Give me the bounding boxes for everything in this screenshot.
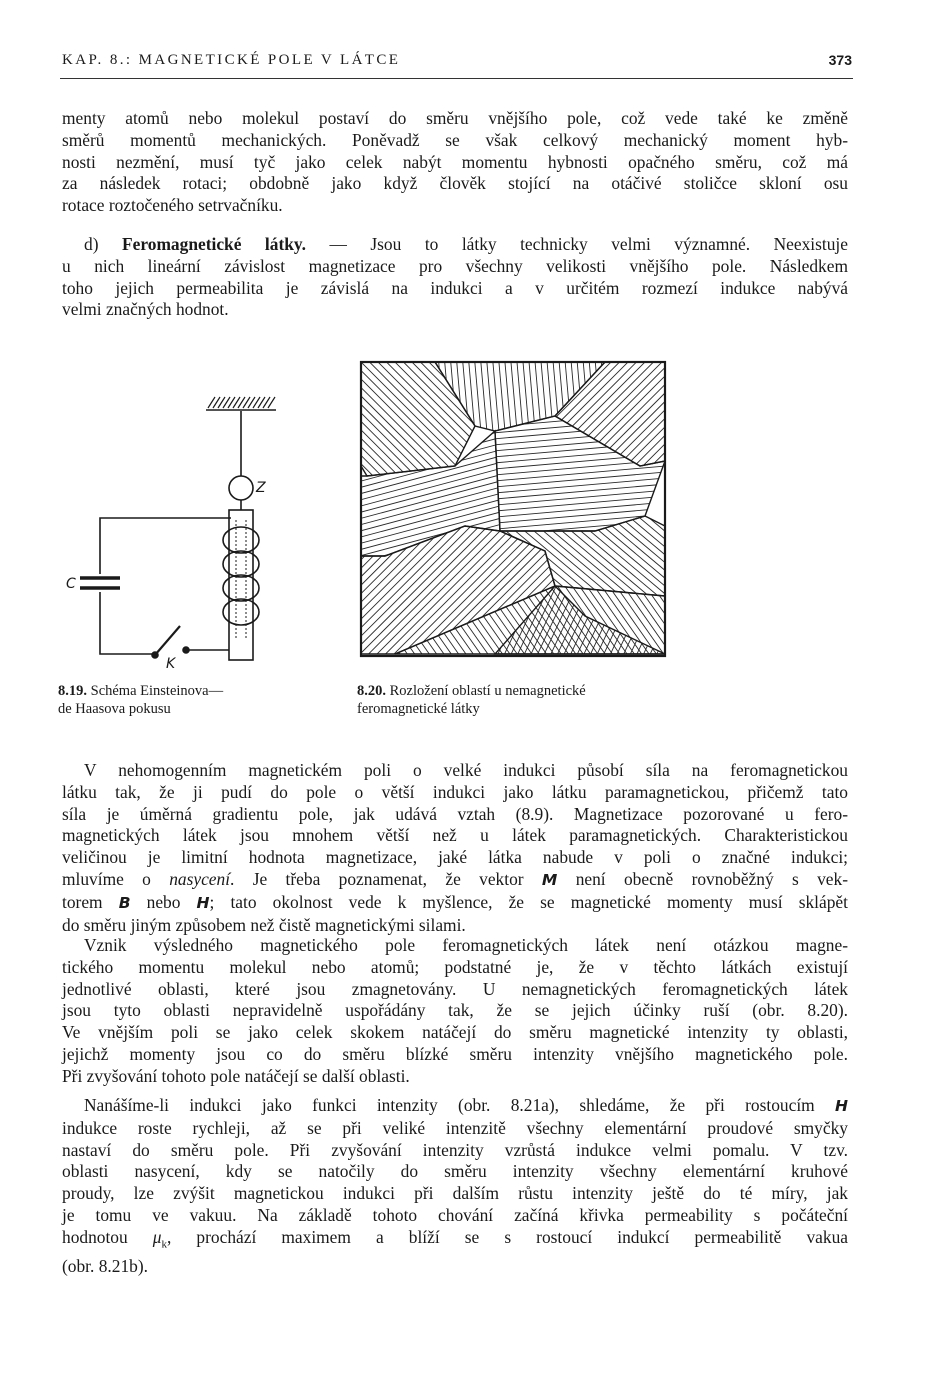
caption-8-19 [58, 682, 223, 718]
text-run: nebo [130, 891, 197, 912]
page-header [62, 52, 852, 78]
text-line: u nich lineární závislost magnetizace pro všechny velikosti vnějšího pole. Následkem [62, 255, 848, 276]
text-line: menty atomů nebo molekul postaví do směru vnějšího pole, což vede také ke změně [62, 108, 848, 128]
text-run: . Je třeba poznamenat, že vektor [230, 868, 542, 889]
text-line: indukce roste rychleji, až se při veliké intenzitě všechny elementární proudové smyčky [62, 1117, 848, 1138]
label-k: K [166, 656, 176, 672]
text-line: oblasti nasycení, kdy se natočily do směru intenzity všechny elementární kruhové [62, 1161, 848, 1182]
symbol-subscript: k [161, 1238, 168, 1251]
text-line: nosti nezmění, musí tyč jako celek nabýt momentu hybnosti opačného směru, což má [62, 151, 848, 172]
vector-b: B [118, 893, 131, 912]
term-nasyceni: nasycení [169, 868, 231, 889]
text-line [62, 869, 848, 892]
mirror-circle [229, 476, 253, 500]
text-line: velmi značných hodnot. [62, 299, 229, 320]
text-line: jsou tyto oblasti nepravidelně uspořádány tak, že se jejich účinky ruší (obr. 8.20). [62, 1000, 848, 1021]
text-run: hodnotou [62, 1226, 153, 1247]
iron-rod [229, 510, 253, 660]
caption-8-20 [357, 682, 586, 718]
vector-m: M [541, 870, 558, 889]
wire-top [100, 518, 231, 574]
text-line [62, 1095, 848, 1118]
text-line: síla je úměrná gradientu pole, jak udává vztah (8.9). Magnetizace pozorované u fero- [62, 803, 848, 824]
ceiling-hatch [208, 397, 275, 408]
text-line: rotace roztočeného setrvačníku. [62, 195, 283, 216]
vector-h: H [196, 893, 210, 912]
text-line [62, 892, 848, 915]
figure-einstein-de-haas [58, 380, 318, 680]
text-run: mluvíme o [62, 868, 170, 889]
caption-text: de Haasova pokusu [58, 701, 171, 717]
text-line: do směru jiným způsobem než čistě magnetickými silami. [62, 914, 466, 935]
caption-text: Schéma Einsteinova— [90, 683, 224, 699]
paragraph-ferromagnetic [62, 234, 848, 321]
text-line: Při zvyšování tohoto pole natáčejí se další oblasti. [62, 1065, 410, 1086]
paragraph-4 [62, 935, 848, 1088]
text-line: látku tak, že ji pudí do pole o větší indukci jako látku paramagnetickou, přičemž tato [62, 781, 848, 802]
text-line [62, 1227, 848, 1256]
symbol-mu: μ [152, 1226, 162, 1247]
text-line: (obr. 8.21b). [62, 1256, 148, 1277]
text-line: je tomu ve vakuu. Na základě tohoto chování začíná křivka permeability s počáteční [62, 1204, 848, 1225]
text-line [62, 234, 848, 256]
section-label: d) [84, 234, 99, 254]
text-run: , prochází maximem a blíží se s rostoucí indukcí permeabilitě vakua [167, 1226, 849, 1247]
text-line: za následek rotaci; obdobně jako když člověk stojící na otáčivé stoličce skloní osu [62, 173, 848, 194]
figure-number: 8.19. [58, 683, 87, 699]
text-line: jednotlivé oblasti, které jsou zmagnetovány. U nemagnetických feromagnetických látek [62, 978, 848, 999]
text-line: tického momentu molekul nebo atomů; podstatné je, že v těchto látkách existují [62, 956, 848, 977]
vector-h: H [835, 1097, 848, 1115]
paragraph-3 [62, 760, 848, 936]
text-line: proudy, lze zvýšit magnetickou indukci při dalším růstu intenzity ještě do té míry, jak [62, 1183, 848, 1204]
text-run: — Jsou to látky technicky velmi významné. Neexistuje [306, 234, 848, 254]
text-line: Ve vnějším poli se jako celek skokem natáčejí do směru magnetické intenzity ty oblasti, [62, 1022, 848, 1043]
text-line: veličinou je limitní hodnota magnetizace, jaké látka nabude v poli o značné indukci; [62, 847, 848, 868]
header-rule [60, 78, 853, 79]
paragraph-1 [62, 108, 848, 217]
text-line: nastaví do směru pole. Při zvyšování intenzity vzrůstá indukce velmi pomalu. V tzv. [62, 1139, 848, 1160]
text-line: Vznik výsledného magnetického pole feromagnetických látek není otázkou magne- [84, 935, 848, 955]
switch-lever [155, 626, 180, 655]
figure-domain-structure [355, 356, 671, 662]
text-line: jejichž momenty jsou co do směru blízké směru intenzity vnějšího magnetického pole. [62, 1043, 848, 1064]
section-heading: Feromagnetické látky. [122, 234, 307, 254]
text-line: V nehomogenním magnetickém poli o velké indukci působí síla na feromagnetickou [84, 760, 848, 780]
wire-bottom [100, 592, 153, 654]
page-number: 373 [828, 52, 852, 68]
paragraph-5 [62, 1095, 848, 1278]
text-run: ; tato okolnost vede k myšlence, že se magnetické momenty musí sklápět [209, 891, 848, 912]
label-z: Z [256, 480, 266, 496]
magnetic-domain [355, 356, 671, 662]
text-line: směrů momentů mechanických. Poněvadž se však celkový mechanický moment hyb- [62, 129, 848, 150]
caption-text: Rozložení oblastí u nemagnetické [389, 683, 586, 699]
text-line: magnetických látek jsou mnohem větší než u látek paramagnetických. Charakteristickou [62, 825, 848, 846]
caption-text: feromagnetické látky [357, 701, 480, 717]
running-head: KAP. 8.: MAGNETICKÉ POLE V LÁTCE [62, 52, 401, 68]
label-c: C [66, 576, 76, 592]
text-run: není obecně rovnoběžný s vek- [557, 868, 849, 889]
switch-contact [183, 647, 189, 653]
text-run: torem [62, 891, 119, 912]
text-line: toho jejich permeabilita je závislá na indukci a v určitém rozmezí indukce nabývá [62, 277, 848, 298]
text-run: Nanášíme-li indukci jako funkci intenzity (obr. 8.21a), shledáme, že při rostoucím [84, 1095, 836, 1115]
figure-number: 8.20. [357, 683, 386, 699]
